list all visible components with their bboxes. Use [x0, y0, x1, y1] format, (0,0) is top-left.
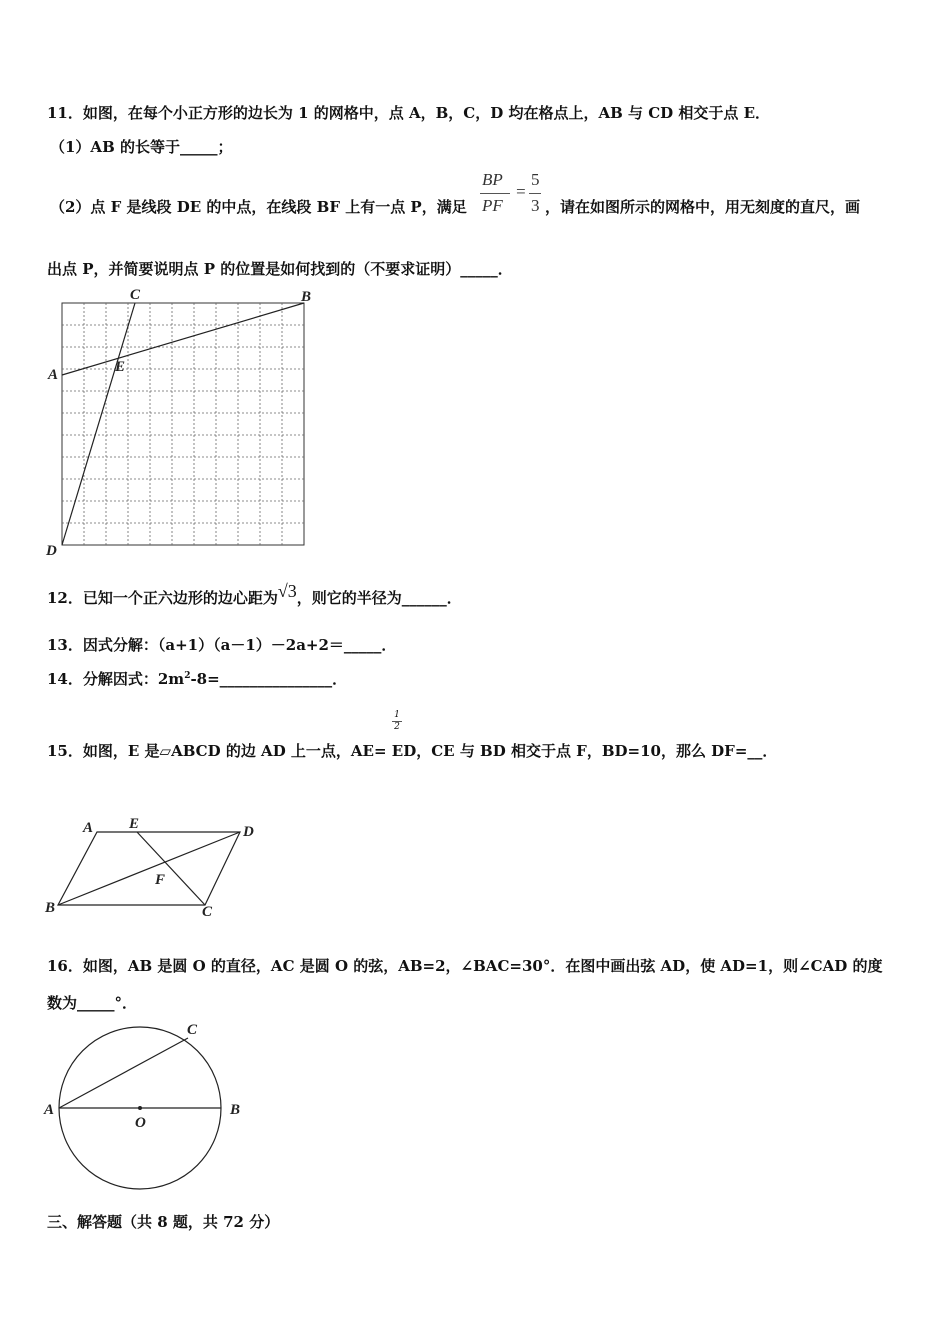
frac-bar: [480, 193, 510, 194]
label-d: D: [46, 543, 57, 559]
frac-right-numerator: 5: [531, 170, 540, 189]
q11-part1: （1）AB 的长等于_____；: [50, 138, 233, 156]
label-c: C: [130, 287, 141, 303]
q11-stem: 11．如图，在每个小正方形的边长为 1 的网格中，点 A，B，C，D 均在格点上，AB 与 CD 相交于点 E．: [47, 104, 771, 122]
q12-after: ，则它的半径为______．: [296, 589, 462, 607]
diagonal-bd: [58, 832, 240, 905]
q15-text: 15．如图，E 是▱ABCD 的边 AD 上一点，AE= ED，CE 与 BD 相交于点 F，BD=10，那么 DF=__．: [47, 742, 778, 760]
chord-ac: [59, 1038, 188, 1108]
segment-cd: [62, 303, 135, 545]
label-f: F: [155, 872, 166, 888]
label-c: C: [202, 904, 213, 920]
q15-parallelogram-figure: [40, 812, 270, 922]
frac-equals: =: [515, 182, 527, 201]
label-e: E: [129, 816, 140, 832]
q13-text: 13．因式分解：（a+1）（a－1）－2a+2＝_____．: [47, 636, 397, 654]
q14-text: [47, 668, 347, 689]
q16-line2: 数为_____°．: [47, 994, 138, 1012]
q14-sup: 2: [184, 671, 191, 681]
frac-right-denominator: 3: [531, 196, 540, 215]
center-point: [138, 1106, 142, 1110]
q15-frac-bottom: 2: [392, 721, 402, 733]
q14-after: -8=_______________．: [190, 670, 348, 688]
frac-denominator: PF: [482, 196, 503, 215]
label-a: A: [83, 820, 94, 836]
q11-part2-before: （2）点 F 是线段 DE 的中点，在线段 BF 上有一点 P，满足: [50, 198, 467, 216]
label-a: A: [44, 1102, 55, 1118]
segment-ab: [62, 303, 304, 375]
q15-half-fraction: [392, 710, 402, 733]
label-o: O: [135, 1115, 146, 1131]
q16-line1: 16．如图，AB 是圆 O 的直径，AC 是圆 O 的弦，AB=2，∠BAC=30°．在图中画出弦 AD，使 AD=1，则∠CAD 的度: [47, 957, 883, 975]
q16-circle-figure: [40, 1018, 260, 1198]
label-c: C: [187, 1022, 198, 1038]
label-b: B: [45, 900, 56, 916]
q12-text: [47, 581, 462, 608]
q11-part2-cont: 出点 P，并简要说明点 P 的位置是如何找到的（不要求证明）_____．: [47, 260, 513, 278]
frac-numerator: BP: [482, 170, 503, 189]
q11-part2-after: ，请在如图所示的网格中，用无刻度的直尺，画: [545, 198, 861, 216]
label-e: E: [115, 359, 126, 375]
q15-frac-top: 1: [394, 710, 400, 720]
frac-right-bar: [529, 193, 541, 194]
q12-before: 12．已知一个正六边形的边心距为: [47, 589, 278, 607]
section-3-title: 三、解答题（共 8 题，共 72 分）: [47, 1213, 280, 1231]
label-b: B: [230, 1102, 241, 1118]
q14-before: 14．分解因式：2m: [47, 670, 185, 688]
segment-ce: [137, 832, 205, 905]
q12-sqrt3: √3: [277, 581, 297, 601]
q11-grid-figure: [40, 285, 320, 560]
label-a: A: [48, 367, 59, 383]
label-b: B: [301, 289, 312, 305]
label-d: D: [243, 824, 254, 840]
